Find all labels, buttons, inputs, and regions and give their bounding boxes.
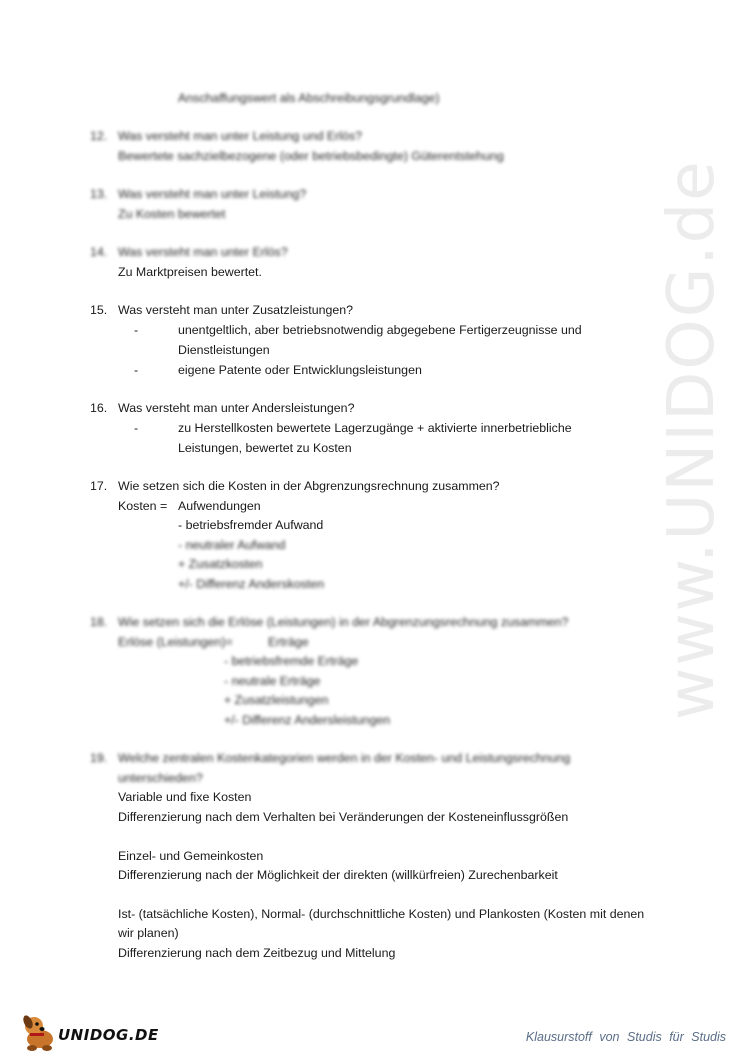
question-text: Wie setzen sich die Kosten in der Abgrenzungsrechnung zusammen?: [118, 479, 500, 493]
question-text: unterschieden?: [118, 771, 203, 785]
bullet-dash: -: [134, 363, 139, 377]
answer-text: Differenzierung nach dem Zeitbezug und Mittelung: [118, 946, 396, 960]
bullet-text: unentgeltlich, aber betriebsnotwendig abgegebene Fertigerzeugnisse und: [178, 323, 582, 337]
question-text: Was versteht man unter Zusatzleistungen?: [118, 303, 354, 317]
question-text: Was versteht man unter Erlös?: [118, 245, 288, 259]
formula-row: +/- Differenz Anderskosten: [178, 577, 325, 591]
question-text: Was versteht man unter Leistung und Erlös?: [118, 129, 363, 143]
question-number: 16.: [90, 401, 108, 415]
formula-label: Kosten =: [118, 499, 168, 513]
question-number: 17.: [90, 479, 108, 493]
footer-slogan: Klausurstoff von Studis für Studis: [525, 1030, 726, 1044]
answer-text: Differenzierung nach der Möglichkeit der direkten (willkürfreien) Zurechenbarkeit: [118, 868, 558, 882]
question-text: Was versteht man unter Leistung?: [118, 187, 307, 201]
question-number: 14.: [90, 245, 108, 259]
answer-text: Bewertete sachzielbezogene (oder betriebsbedingte) Güterentstehung: [118, 149, 504, 163]
watermark: www.UNIDOG.de: [655, 159, 729, 720]
answer-text: Zu Kosten bewertet: [118, 207, 226, 221]
blurred-text-line: Anschaffungswert als Abschreibungsgrundlage): [178, 91, 440, 105]
bullet-dash: -: [134, 323, 139, 337]
formula-row: - betriebsfremder Aufwand: [178, 518, 324, 532]
question-number: 13.: [90, 187, 108, 201]
formula-label: Erlöse (Leistungen)=: [118, 635, 233, 649]
bullet-text: Dienstleistungen: [178, 343, 270, 357]
formula-row: - betriebsfremde Erträge: [224, 654, 359, 668]
answer-text: Einzel- und Gemeinkosten: [118, 849, 264, 863]
question-number: 12.: [90, 129, 108, 143]
answer-text: Ist- (tatsächliche Kosten), Normal- (durchschnittliche Kosten) und Plankosten (Kosten mit denen: [118, 907, 645, 921]
question-number: 15.: [90, 303, 108, 317]
answer-text: Variable und fixe Kosten: [118, 790, 252, 804]
bullet-dash: -: [134, 421, 139, 435]
answer-text: Differenzierung nach dem Verhalten bei Veränderungen der Kosteneinflussgrößen: [118, 810, 569, 824]
formula-row: + Zusatzkosten: [178, 557, 263, 571]
bullet-text: eigene Patente oder Entwicklungsleistungen: [178, 363, 422, 377]
bullet-text: zu Herstellkosten bewertete Lagerzugänge + aktivierte innerbetriebliche: [178, 421, 572, 435]
question-number: 19.: [90, 751, 108, 765]
bullet-text: Leistungen, bewertet zu Kosten: [178, 441, 352, 455]
question-text: Wie setzen sich die Erlöse (Leistungen) in der Abgrenzungsrechnung zusammen?: [118, 615, 569, 629]
question-text: Welche zentralen Kostenkategorien werden in der Kosten- und Leistungsrechnung: [118, 751, 571, 765]
formula-row: - neutraler Aufwand: [178, 538, 286, 552]
formula-row: +/- Differenz Andersleistungen: [224, 713, 391, 727]
question-number: 18.: [90, 615, 108, 629]
formula-row: Aufwendungen: [178, 499, 261, 513]
answer-text: wir planen): [118, 926, 179, 940]
formula-row: + Zusatzleistungen: [224, 693, 329, 707]
dog-logo-icon: [20, 1012, 60, 1052]
formula-row: - neutrale Erträge: [224, 674, 321, 688]
formula-row: Erträge: [268, 635, 309, 649]
logo-wordmark: UNIDOG.DE: [58, 1026, 159, 1044]
question-text: Was versteht man unter Andersleistungen?: [118, 401, 355, 415]
answer-text: Zu Marktpreisen bewertet.: [118, 265, 262, 279]
